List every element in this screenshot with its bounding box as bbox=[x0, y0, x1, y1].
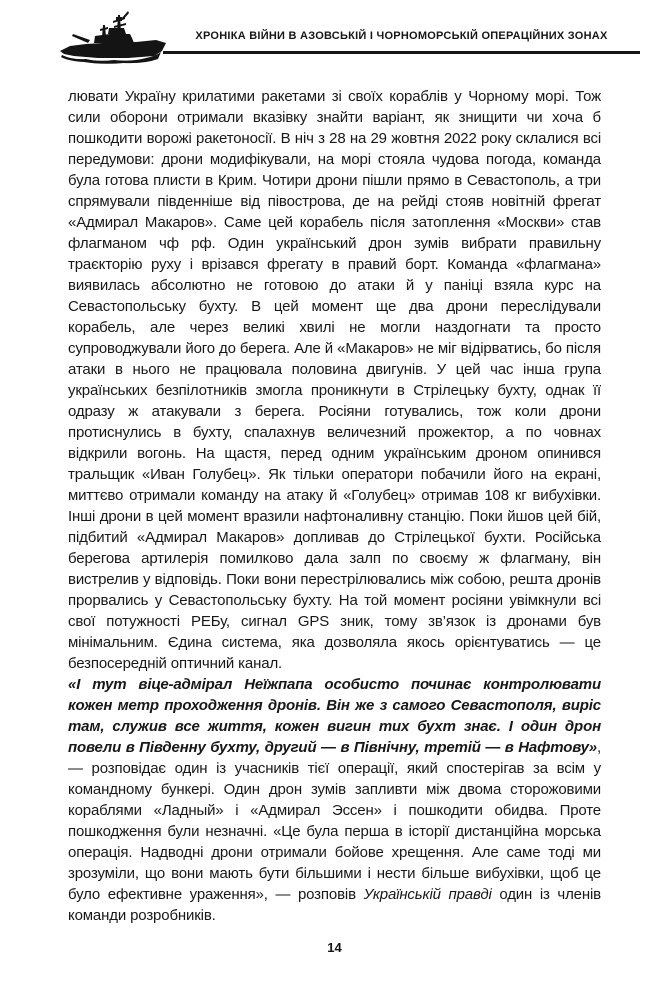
paragraph-main bbox=[68, 86, 601, 674]
paragraph-quote bbox=[68, 674, 601, 926]
header-title: ХРОНІКА ВІЙНИ В АЗОВСЬКІЙ І ЧОРНОМОРСЬКІЙ ОПЕРАЦІЙНИХ ЗОНАХ bbox=[195, 30, 608, 42]
body-text bbox=[68, 86, 601, 926]
text-segment-regular: , — розповідає один із учасників тієї операції, який спостерігав за всім у командному бункері. Один дрон зумів запливти між двома сторожовими кораблями «Ладный» і «Адмирал Эссен» і пошкодити обидва. Проте пошкодження були незначні. «Це була перша в історії дистанційна морська операція. Надводні дрони отримали бойове хрещення. Але саме тоді ми зрозуміли, що вони мають бути більшими і нести більше вибухівки, щоб це було ефективне ураження», — розповів bbox=[68, 739, 601, 903]
running-header bbox=[0, 0, 669, 70]
text-segment-bold-italic: «І тут віце-адмірал Неїжпапа особисто починає контролювати кожен метр проходження дронів. Він же з самого Севастополя, виріс там, служив все життя, кожен вигин тих бухт знає. І один дрон повели в Південну бухту, другий — в Північну, третій — в Нафтову» bbox=[68, 676, 601, 756]
text-segment-regular: один із членів команди розробників. bbox=[68, 886, 602, 924]
page-number: 14 bbox=[327, 940, 342, 955]
text-segment-italic: Українській правді bbox=[363, 886, 492, 903]
header-rule bbox=[163, 51, 640, 54]
text-segment-regular: лювати Україну крилатими ракетами зі своїх кораблів у Чорному морі. Тож сили оборони отримали вказівку знайти варіант, як знищити чи хоча б пошкодити ворожі ракетоносії. В ніч з 28 на 29 жовтня 2022 року склалися всі передумови: дрони модифікували, на морі стояла чудова погода, команда була готова плисти в Крим. Чотири дрони пішли прямо в Севастополь, а три спрямували південніше від півострова, де на рейді стояв новітній фрегат «Адмирал Макаров». Саме цей корабель після затоплення «Москви» став флагманом чф рф. Один український дрон зумів вибрати правильну траєкторію руху і врізався фрегату в правий борт. Команда «флагмана» виявилась абсолютно не готовою до атаки й у паніці взяла курс на Севастопольську бухту. В цей момент ще два дрони переслідували корабель, але через великі хвилі не могли наздогнати та просто супроводжували його до берега. Але й «Макаров» не міг відірватись, бо після атаки в нього не працювала половина двигунів. У цей час інша група українських безпілотників змогла проникнути в Стрілецьку бухту, однак її одразу ж атакували з берега. Росіяни готувались, тож коли дрони протиснулись в бухту, спалахнув величезний прожектор, а по човнах відкрили вогонь. На щастя, перед одним українським дроном опинився тральщик «Иван Голубец». Як тільки оператори побачили його на екрані, миттєво отримали команду на атаку й «Голубец» отримав 108 кг вибухівки. Інші дрони в цей момент вразили нафтоналивну станцію. Поки йшов цей бій, підбитий «Адмирал Макаров» допливав до Стрілецької бухти. Російська берегова артилерія помилково дала залп по своєму ж флагману, він вистрелив у відповідь. Поки вони перестрілювались між собою, решта дронів прорвались у Севастопольську бухту. На той момент росіяни увімкнули всі свої потужності РЕБу, сигнал GPS зник, тому зв’язок із дронами був мінімальним. Єдина система, яка дозволяла якось орієнтуватись — це безпосередній оптичний канал. bbox=[68, 88, 601, 672]
warship-silhouette-icon bbox=[58, 7, 168, 65]
